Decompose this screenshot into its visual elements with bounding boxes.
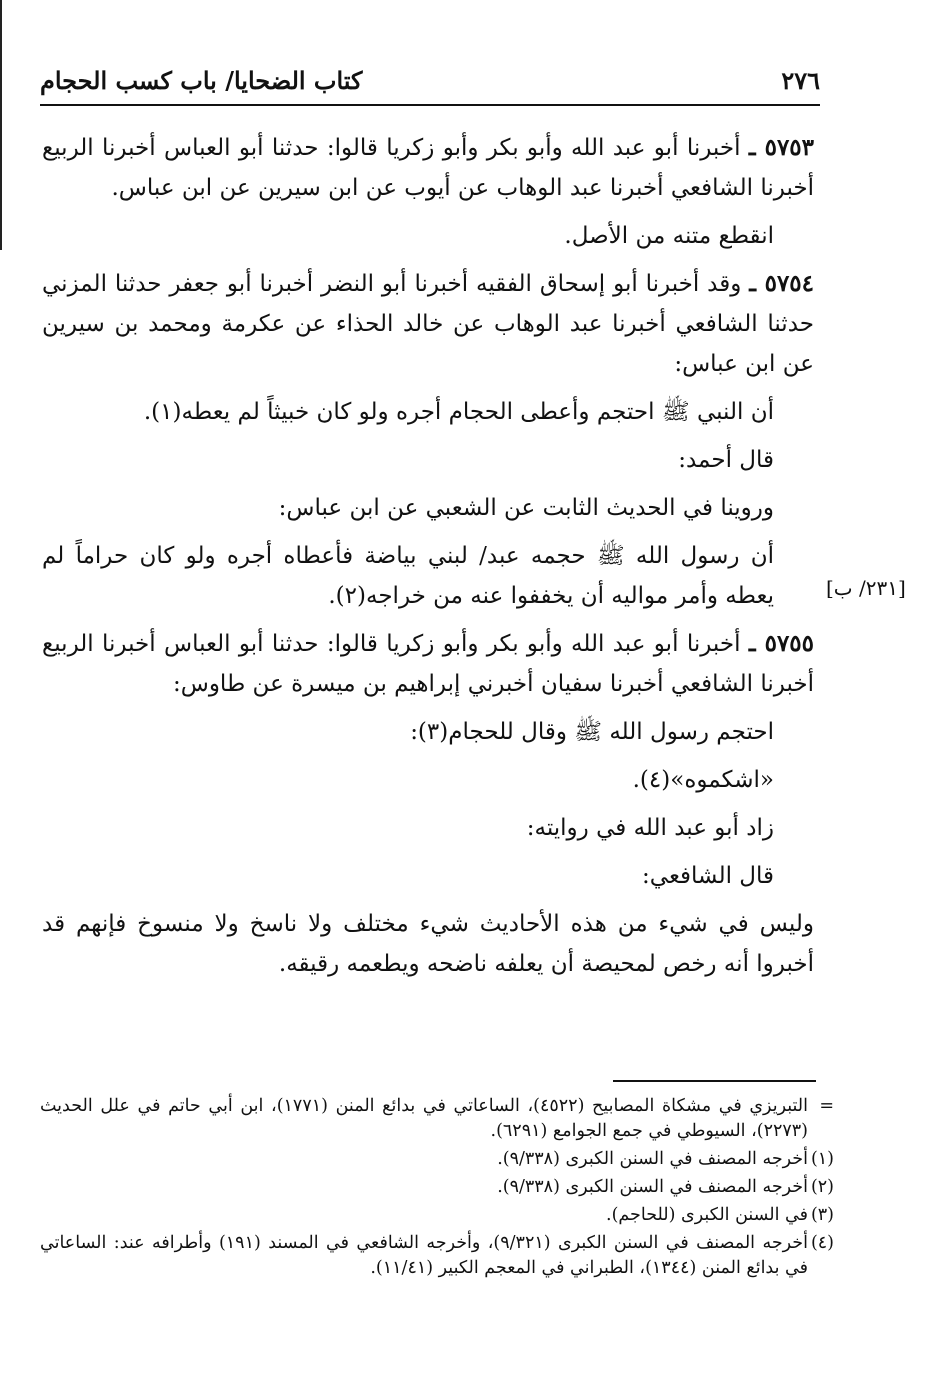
footnote-text: أخرجه المصنف في السنن الكبرى (٩/٣٢١)، وأخرجه الشافعي في المسند (١٩١) وأطرافه عند: الساعاتي في بدائع المنن (١٣٤٤)، الطبراني في المعجم الكبير (١١/٤١). <box>40 1233 808 1278</box>
footnote-mark: (١) <box>810 1149 834 1169</box>
final-paragraph: وليس في شيء من هذه الأحاديث شيء مختلف ولا ناسخ ولا منسوخ فإنهم قد أخبروا أنه رخص لمحيصة أن يعلفه ناضحه ويطعمه رقيقه. <box>42 911 814 977</box>
footnote-mark: (٣) <box>810 1205 834 1225</box>
footnote-text: في السنن الكبرى (للحاجم). <box>606 1205 808 1225</box>
running-title: كتاب الضحايا/ باب كسب الحجام <box>40 66 363 95</box>
hadith-number: ٥٧٥٣ ـ <box>748 134 815 161</box>
footnote-3 <box>40 1203 834 1228</box>
qala-ahmad: قال أحمد: <box>678 447 774 473</box>
quote: «اشكموه»(٤). <box>632 767 774 793</box>
hadith-5754 <box>42 264 814 384</box>
zad: زاد أبو عبد الله في روايته: <box>526 815 774 841</box>
isnad: أخبرنا أبو عبد الله وأبو بكر وأبو زكريا قالوا: حدثنا أبو العباس أخبرنا الربيع أخبرنا الشافعي أخبرنا سفيان أخبرني إبراهيم بن ميسرة عن طاوس: <box>42 631 814 697</box>
footnote-text: التبريزي في مشكاة المصابيح (٤٥٢٢)، الساعاتي في بدائع المنن (١٧٧١)، ابن أبي حاتم في علل الحديث (٢٢٧٣)، السيوطي في جمع الجوامع (٦٢٩١). <box>40 1096 808 1141</box>
footnote-rule <box>613 1080 816 1082</box>
hadith-number: ٥٧٥٤ ـ <box>749 270 815 297</box>
footnote-mark: (٤) <box>810 1233 834 1253</box>
footnote-text: أخرجه المصنف في السنن الكبرى (٩/٣٣٨). <box>497 1149 808 1169</box>
hadith-number: ٥٧٥٥ ـ <box>748 630 815 657</box>
isnad: وقد أخبرنا أبو إسحاق الفقيه أخبرنا أبو النضر أخبرنا أبو جعفر حدثنا المزني حدثنا الشافعي أخبرنا عبد الوهاب عن خالد الحذاء عن عكرمة ومحمد بن سيرين عن ابن عباس: <box>42 271 814 377</box>
matn: أن النبي ﷺ احتجم وأعطى الحجام أجره ولو كان خبيثاً لم يعطه(١). <box>143 399 774 425</box>
hadith-5755 <box>42 624 814 704</box>
scan-edge-shadow <box>0 0 2 250</box>
footnote-continuation <box>40 1094 834 1144</box>
footnote-1 <box>40 1147 834 1172</box>
page-number: ٢٧٦ <box>781 66 820 95</box>
footnote-2 <box>40 1175 834 1200</box>
matn: احتجم رسول الله ﷺ وقال للحجام(٣): <box>410 719 774 745</box>
footnote-4 <box>40 1231 834 1281</box>
footnote-mark: (٢) <box>810 1177 834 1197</box>
footnote-mark: = <box>819 1096 834 1116</box>
hadith-5753 <box>42 128 814 208</box>
shabi-matn: أن رسول الله ﷺ حجمه عبد/ لبني بياضة فأعطاه أجره ولو كان حراماً لم يعطه وأمر مواليه أن يخففوا عنه من خراجه(٢). <box>42 543 775 609</box>
qala-shafii: قال الشافعي: <box>642 863 774 889</box>
editor-note: انقطع متنه من الأصل. <box>564 223 774 249</box>
header-rule <box>40 104 820 106</box>
main-text <box>42 128 814 992</box>
footnote-text: أخرجه المصنف في السنن الكبرى (٩/٣٣٨). <box>497 1177 808 1197</box>
rawayna: وروينا في الحديث الثابت عن الشعبي عن ابن عباس: <box>278 495 774 521</box>
manuscript-folio-note: [٢٣١/ ب] <box>826 576 906 600</box>
footnotes <box>40 1094 834 1284</box>
page-header <box>40 62 820 100</box>
isnad: أخبرنا أبو عبد الله وأبو بكر وأبو زكريا قالوا: حدثنا أبو العباس أخبرنا الربيع أخبرنا الشافعي أخبرنا عبد الوهاب عن أيوب عن ابن سيرين عن ابن عباس. <box>42 135 814 201</box>
